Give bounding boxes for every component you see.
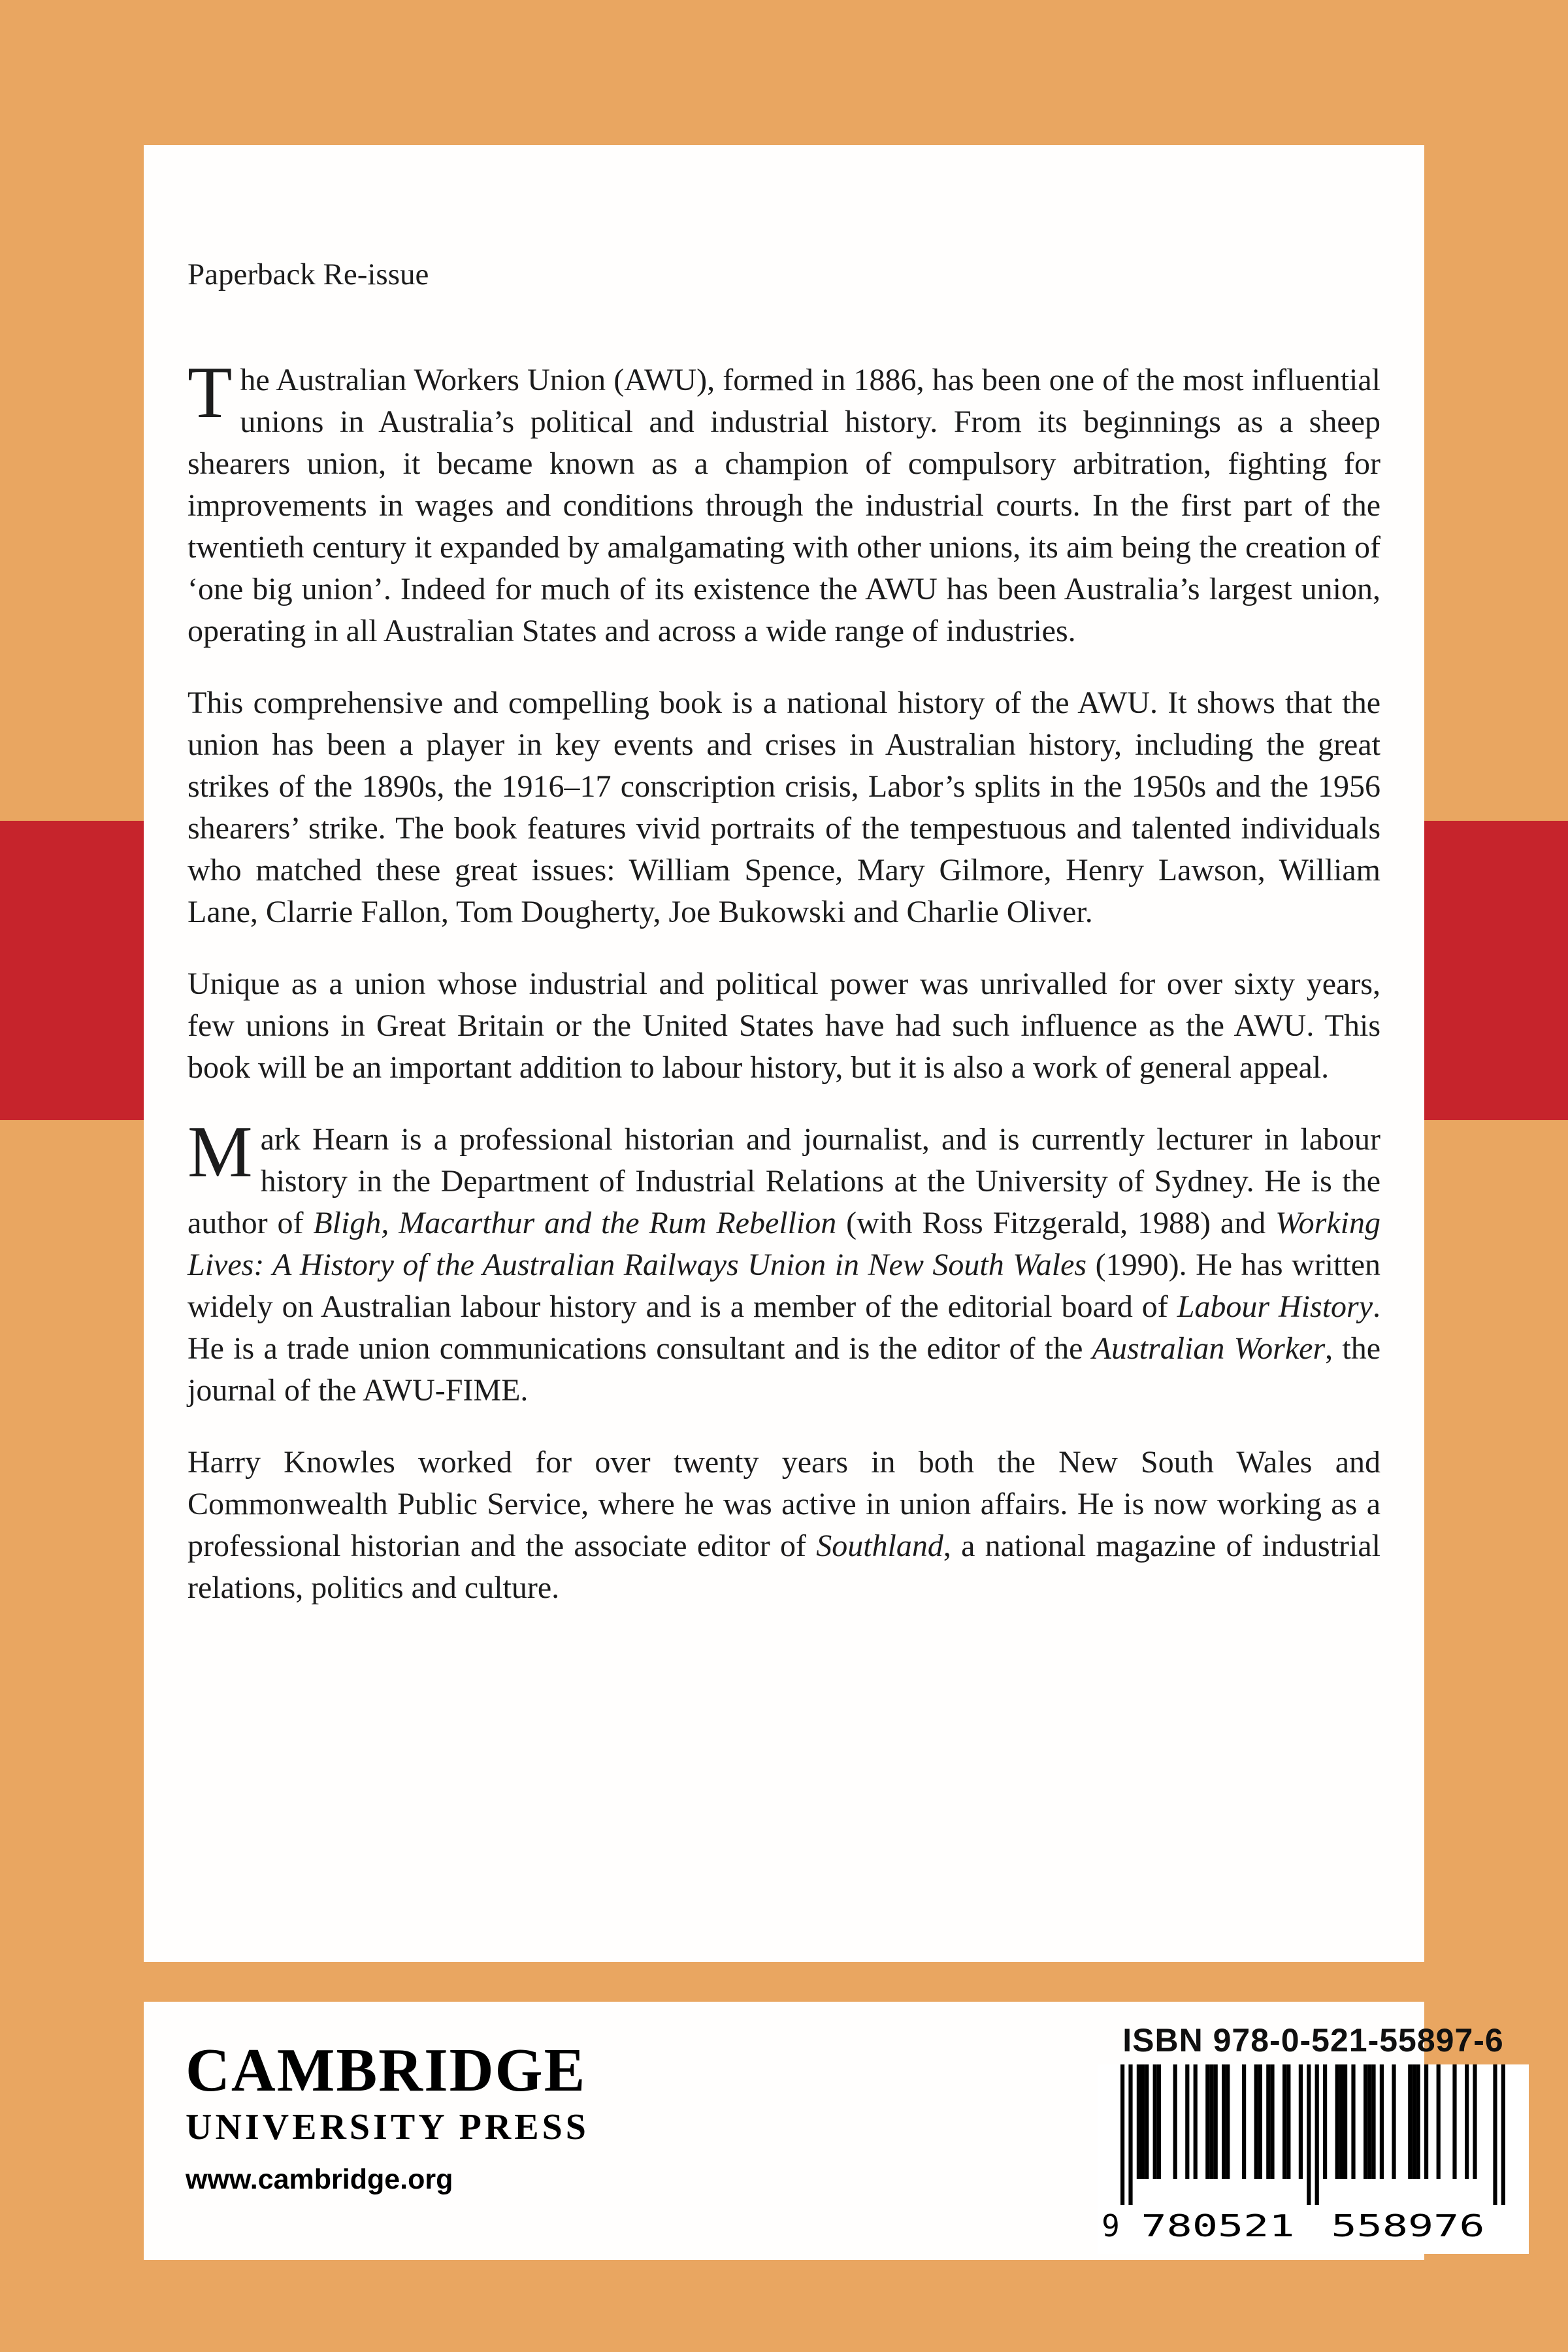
blurb-text: (1990). He has written widely on Australian labour history and is a member of the editorial board of — [188, 1248, 1380, 1324]
publisher-website: www.cambridge.org — [186, 2164, 453, 2195]
edition-note: Paperback Re-issue — [188, 257, 429, 291]
book-title-italic: Southland — [816, 1529, 943, 1563]
book-title-italic: Bligh, Macarthur and the Rum Rebellion — [313, 1206, 837, 1240]
book-title-italic: Labour History — [1177, 1289, 1373, 1324]
blurb-paragraph — [188, 1442, 1380, 1609]
blurb-text: ark Hearn is a professional historian and journalist, and is currently lecturer in labour history in the Department of Industrial Relations at the University of Sydney. He is the author of — [188, 1122, 1380, 1240]
publisher-subname: UNIVERSITY PRESS — [186, 2107, 589, 2147]
blurb-text: he Australian Workers Union (AWU), formed in 1886, has been one of the most influential unions in Australia’s political and industrial history. From its beginnings as a sheep shearers union, it became known as a champion of compulsory arbitration, fighting for improvements in wages and conditions through the industrial courts. In the first part of the twentieth century it expanded by amalgamating with other unions, its aim being the creation of ‘one big union’. Indeed for much of its existence the AWU has been Australia’s largest union, operating in all Australian States and across a wide range of industries. — [188, 363, 1380, 648]
dropcap-letter: T — [188, 352, 233, 433]
blurb-text: (with Ross Fitzgerald, 1988) and — [836, 1206, 1276, 1240]
blurb-text: , the journal of the AWU-FIME. — [188, 1331, 1381, 1408]
blurb-paragraph — [188, 682, 1380, 933]
isbn-barcode — [1085, 2064, 1542, 2257]
blurb-paragraphs — [188, 352, 1381, 1609]
isbn-block — [1085, 2021, 1542, 2257]
blurb-panel — [144, 145, 1424, 1962]
book-title-italic: Working Lives: A History of the Australian Railways Union in New South Wales — [188, 1206, 1380, 1282]
blurb-text: , a national magazine of industrial relations, politics and culture. — [188, 1529, 1381, 1605]
svg-text:558976: 558976 — [1331, 2208, 1485, 2244]
blurb-text: Harry Knowles worked for over twenty years in both the New South Wales and Commonwealth Public Service, where he was active in union affairs. He is now working as a professional historian and the associate editor of — [188, 1445, 1380, 1563]
publisher-band — [144, 2002, 1504, 2260]
blurb-text: Unique as a union whose industrial and political power was unrivalled for over sixty years, few unions in Great Britain or the United States have had such influence as the AWU. This book will be an important addition to labour history, but it is also a work of general appeal. — [188, 967, 1380, 1085]
isbn-label: ISBN 978-0-521-55897-6 — [1122, 2022, 1504, 2059]
publisher-block — [186, 2036, 589, 2196]
barcode-svg — [1098, 2064, 1529, 2254]
svg-text:9: 9 — [1102, 2208, 1120, 2244]
blurb-paragraph — [188, 352, 1380, 652]
svg-text:780521: 780521 — [1141, 2208, 1295, 2244]
blurb-paragraph — [188, 963, 1380, 1089]
blurb-paragraph — [188, 1112, 1381, 1412]
book-title-italic: Australian Worker — [1092, 1331, 1326, 1366]
blurb-text: . He is a trade union communications consultant and is the editor of the — [188, 1289, 1381, 1366]
blurb-text: This comprehensive and compelling book is a national history of the AWU. It shows that the union has been a player in key events and crises in Australian history, including the great strikes of the 1890s, the 1916–17 conscription crisis, Labor’s splits in the 1950s and the 1956 shearers’ strike. The book features vivid portraits of the tempestuous and talented individuals who matched these great issues: William Spence, Mary Gilmore, Henry Lawson, William Lane, Clarrie Fallon, Tom Dougherty, Joe Bukowski and Charlie Oliver. — [188, 686, 1380, 929]
dropcap-letter: M — [188, 1112, 253, 1193]
publisher-name: CAMBRIDGE — [186, 2036, 587, 2104]
